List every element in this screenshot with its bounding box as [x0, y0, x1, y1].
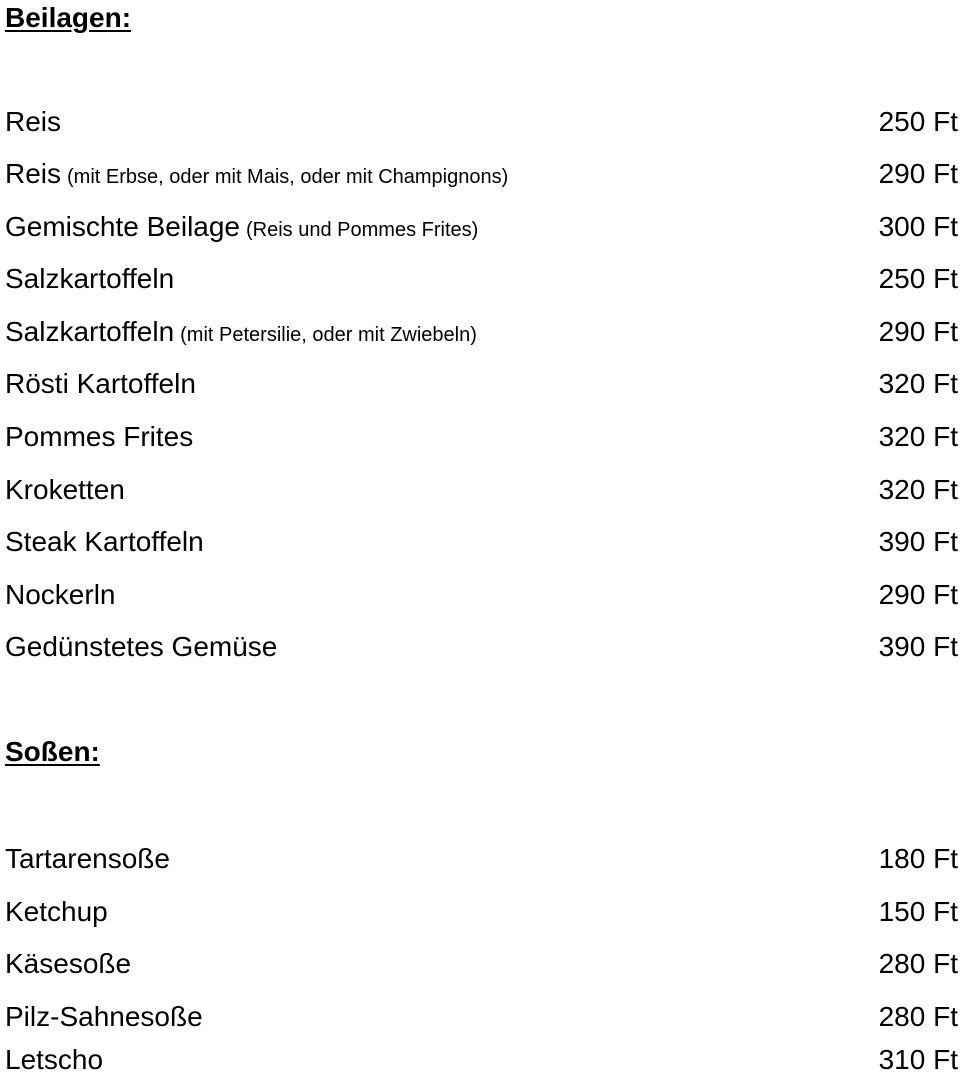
item-name: Gemischte Beilage (Reis und Pommes Frites) — [5, 211, 479, 242]
item-name: Steak Kartoffeln — [5, 526, 204, 557]
menu-item — [5, 839, 958, 879]
menu-item — [5, 522, 958, 562]
item-name: Kroketten — [5, 474, 125, 505]
item-price: 180 Ft — [878, 843, 958, 874]
item-price: 280 Ft — [878, 1001, 958, 1032]
menu-item — [5, 259, 958, 299]
menu-item — [5, 364, 958, 404]
item-name: Letscho — [5, 1044, 104, 1075]
menu-item — [5, 627, 958, 667]
item-name: Tartarensoße — [5, 843, 170, 874]
beilagen-heading: Beilagen: — [5, 2, 132, 33]
item-price: 390 Ft — [878, 526, 958, 557]
item-name: Pommes Frites — [5, 421, 194, 452]
item-note: (mit Petersilie, oder mit Zwiebeln) — [180, 324, 477, 346]
item-price: 300 Ft — [878, 211, 958, 242]
menu-item — [5, 312, 958, 352]
item-name: Gedünstetes Gemüse — [5, 631, 278, 662]
item-note: (Reis und Pommes Frites) — [246, 219, 479, 241]
item-price: 150 Ft — [878, 896, 958, 927]
menu-item — [5, 997, 958, 1037]
item-name: Nockerln — [5, 579, 116, 610]
item-name: Käsesoße — [5, 948, 132, 979]
item-name: Salzkartoffeln — [5, 263, 175, 294]
item-price: 290 Ft — [878, 158, 958, 189]
item-name: Reis (mit Erbse, oder mit Mais, oder mit Champignons) — [5, 158, 509, 189]
menu-item — [5, 892, 958, 932]
menu-item — [5, 102, 958, 142]
item-price: 390 Ft — [878, 631, 958, 662]
item-name: Reis — [5, 106, 62, 137]
item-name: Ketchup — [5, 896, 108, 927]
item-name: Pilz-Sahnesoße — [5, 1001, 203, 1032]
item-price: 280 Ft — [878, 948, 958, 979]
menu-item — [5, 944, 958, 984]
item-price: 320 Ft — [878, 474, 958, 505]
item-price: 250 Ft — [878, 263, 958, 294]
item-price: 290 Ft — [878, 316, 958, 347]
item-price: 320 Ft — [878, 368, 958, 399]
item-note: (mit Erbse, oder mit Mais, oder mit Champignons) — [67, 166, 509, 188]
item-price: 290 Ft — [878, 579, 958, 610]
menu-item — [5, 154, 958, 194]
item-name: Salzkartoffeln (mit Petersilie, oder mit Zwiebeln) — [5, 316, 477, 347]
menu-item — [5, 417, 958, 457]
item-price: 250 Ft — [878, 106, 958, 137]
menu-item — [5, 1040, 958, 1080]
item-name: Rösti Kartoffeln — [5, 368, 196, 399]
menu-item — [5, 575, 958, 615]
sossen-heading: Soßen: — [5, 736, 100, 767]
menu-item — [5, 470, 958, 510]
menu-item — [5, 207, 958, 247]
item-price: 320 Ft — [878, 421, 958, 452]
item-price: 310 Ft — [878, 1044, 958, 1075]
